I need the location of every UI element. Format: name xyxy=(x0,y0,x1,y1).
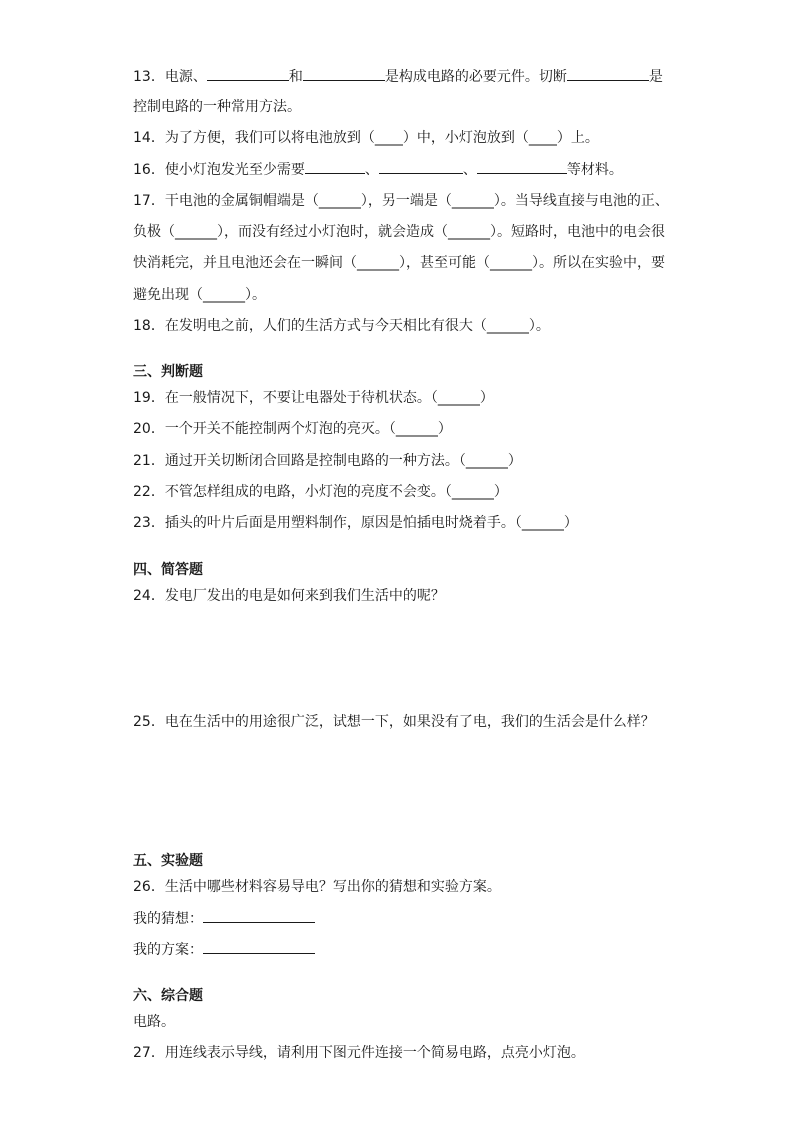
question-20: 20．一个开关不能控制两个灯泡的亮灭。（______） xyxy=(133,421,452,437)
question-23: 23．插头的叶片后面是用塑料制作，原因是怕插电时烧着手。（______） xyxy=(133,515,578,531)
question-17-line-4: 避免出现（______）。 xyxy=(133,287,266,303)
question-19: 19．在一般情况下，不要让电器处于待机状态。（______） xyxy=(133,390,494,406)
plan-answer-blank[interactable] xyxy=(203,939,315,954)
guess-row: 我的猜想： xyxy=(133,908,315,929)
plan-row: 我的方案： xyxy=(133,939,315,960)
section-title-experiment: 五、实验题 xyxy=(133,853,203,869)
question-25: 25．电在生活中的用途很广泛，试想一下，如果没有了电，我们的生活会是什么样？ xyxy=(133,714,655,730)
question-13-continued: 控制电路的一种常用方法。 xyxy=(133,99,301,115)
answer-blank[interactable] xyxy=(379,159,463,174)
section-title-short-answer: 四、简答题 xyxy=(133,562,203,578)
answer-blank[interactable] xyxy=(303,66,385,81)
question-18: 18．在发明电之前，人们的生活方式与今天相比有很大（______）。 xyxy=(133,318,550,334)
question-21: 21．通过开关切断闭合回路是控制电路的一种方法。（______） xyxy=(133,453,522,469)
question-17-line-3: 快消耗完，并且电池还会在一瞬间（______），甚至可能（______）。所以在实验中，要 xyxy=(133,255,665,271)
guess-answer-blank[interactable] xyxy=(203,908,315,923)
answer-blank[interactable] xyxy=(567,66,649,81)
answer-blank[interactable] xyxy=(207,66,289,81)
question-16: 16．使小灯泡发光至少需要 、 、 等材料。 xyxy=(133,159,623,180)
question-17-line-2: 负极（______），而没有经过小灯泡时，就会造成（______）。短路时，电池中的电会很 xyxy=(133,224,665,240)
comprehensive-intro: 电路。 xyxy=(133,1014,175,1030)
section-title-comprehensive: 六、综合题 xyxy=(133,988,203,1004)
question-27: 27．用连线表示导线，请利用下图元件连接一个简易电路，点亮小灯泡。 xyxy=(133,1045,585,1061)
question-22: 22．不管怎样组成的电路，小灯泡的亮度不会变。（______） xyxy=(133,484,508,500)
question-14: 14．为了方便，我们可以将电池放到（____）中，小灯泡放到（____）上。 xyxy=(133,130,599,146)
question-26: 26．生活中哪些材料容易导电？写出你的猜想和实验方案。 xyxy=(133,879,501,895)
section-title-judgement: 三、判断题 xyxy=(133,364,203,380)
question-24: 24．发电厂发出的电是如何来到我们生活中的呢？ xyxy=(133,588,445,604)
question-13: 13．电源、 和 是构成电路的必要元件。切断 是 xyxy=(133,66,663,87)
answer-blank[interactable] xyxy=(305,159,365,174)
question-17-line-1: 17．干电池的金属铜帽端是（______），另一端是（______）。当导线直接与电池的正、 xyxy=(133,193,669,209)
answer-blank[interactable] xyxy=(477,159,567,174)
